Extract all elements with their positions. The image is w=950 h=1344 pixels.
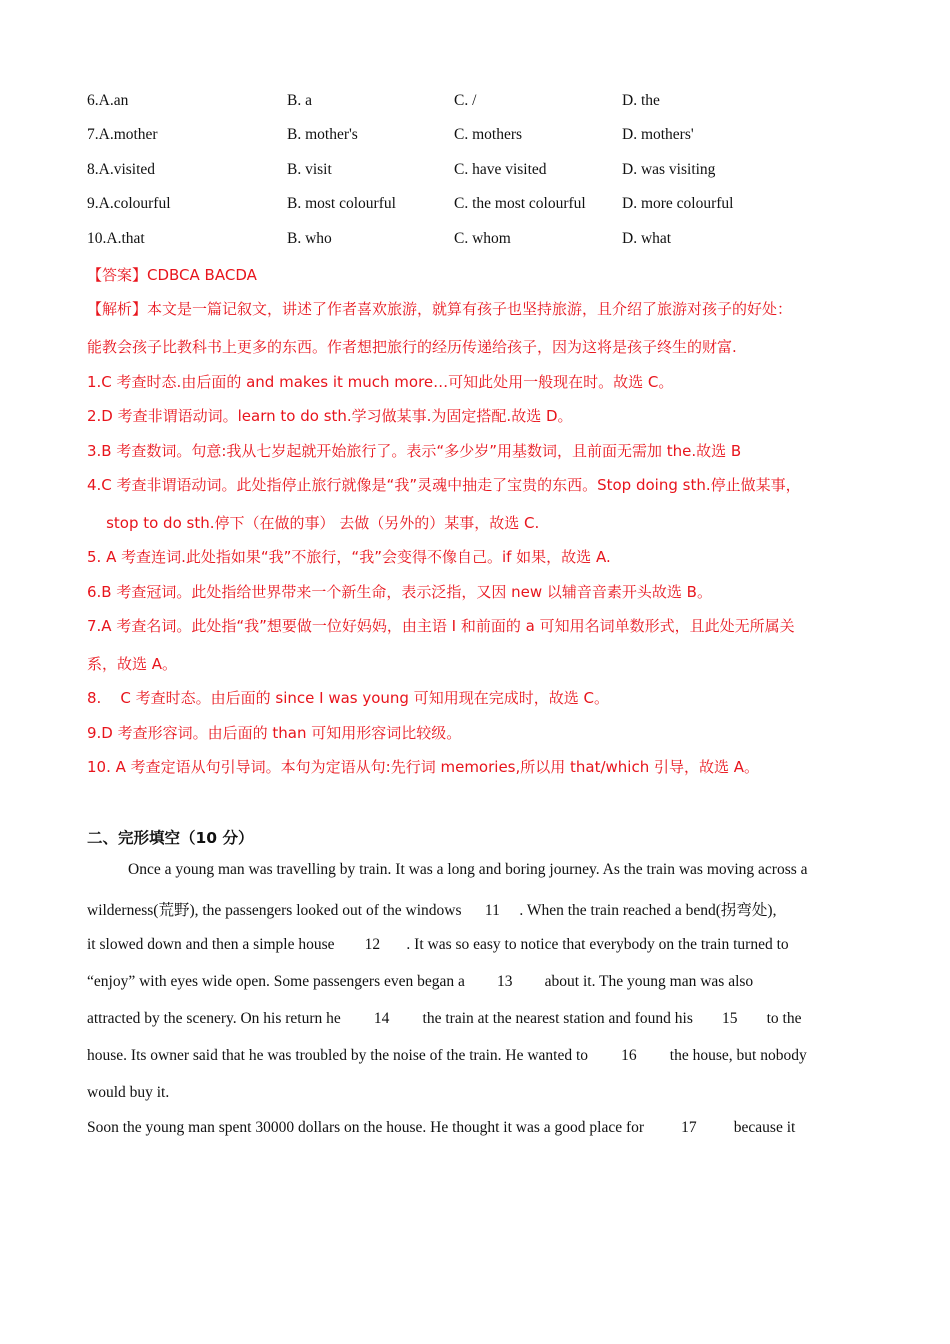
passage-text: . When the train reached a bend(拐弯处), bbox=[519, 902, 777, 919]
option-row-6 bbox=[87, 92, 867, 114]
blank-16[interactable] bbox=[592, 1047, 666, 1065]
option-b: B. visit bbox=[287, 161, 332, 178]
passage-text: house. Its owner said that he was troubled by the noise of the train. He wanted to bbox=[87, 1047, 592, 1064]
option-a: 9.A.colourful bbox=[87, 195, 171, 212]
option-row-8 bbox=[87, 161, 867, 183]
blank-13[interactable] bbox=[469, 973, 541, 991]
blank-number: 11 bbox=[484, 902, 500, 919]
analysis-line: 系，故选 A。 bbox=[87, 655, 178, 673]
option-a: 10.A.that bbox=[87, 230, 145, 247]
analysis-line: 8. C 考查时态。由后面的 since I was young 可知用现在完成时，故选 C。 bbox=[87, 689, 609, 707]
analysis-line: 9.D 考查形容词。由后面的 than 可知用形容词比较级。 bbox=[87, 724, 462, 742]
blank-number: 15 bbox=[721, 1010, 738, 1027]
blank-17[interactable] bbox=[648, 1119, 730, 1137]
passage-text: the train at the nearest station and found his bbox=[418, 1010, 697, 1027]
option-row-7 bbox=[87, 126, 867, 148]
analysis-line: 10. A 考查定语从句引导词。本句为定语从句:先行词 memories,所以用 that/which 引导，故选 A。 bbox=[87, 758, 760, 776]
blank-number: 14 bbox=[373, 1010, 390, 1027]
blank-number: 17 bbox=[681, 1119, 697, 1136]
blank-14[interactable] bbox=[345, 1010, 419, 1028]
passage-line bbox=[87, 936, 789, 954]
section-title: 二、完形填空（10 分） bbox=[87, 829, 254, 847]
option-b: B. most colourful bbox=[287, 195, 396, 212]
passage-text: attracted by the scenery. On his return he bbox=[87, 1010, 345, 1027]
option-b: B. who bbox=[287, 230, 332, 247]
passage-line bbox=[87, 1047, 807, 1065]
option-d: D. was visiting bbox=[622, 161, 716, 178]
option-d: D. more colourful bbox=[622, 195, 734, 212]
passage-line: Once a young man was travelling by train. It was a long and boring journey. As the train was moving across a bbox=[128, 861, 808, 878]
passage-text: “enjoy” with eyes wide open. Some passengers even began a bbox=[87, 973, 469, 990]
option-c: C. mothers bbox=[454, 126, 523, 143]
blank-15[interactable] bbox=[697, 1010, 763, 1028]
answer-line: 【答案】CDBCA BACDA bbox=[87, 266, 257, 284]
option-d: D. the bbox=[622, 92, 660, 109]
option-row-9 bbox=[87, 195, 867, 217]
analysis-line: 6.B 考查冠词。此处指给世界带来一个新生命，表示泛指，又因 new 以辅音音素开头故选 B。 bbox=[87, 583, 712, 601]
option-b: B. a bbox=[287, 92, 312, 109]
analysis-line: stop to do sth.停下（在做的事） 去做（另外的）某事，故选 C. bbox=[87, 514, 540, 532]
passage-text: wilderness(荒野), the passengers looked out of the windows bbox=[87, 902, 466, 919]
passage-text: it slowed down and then a simple house bbox=[87, 936, 339, 953]
passage-line: would buy it. bbox=[87, 1084, 170, 1101]
passage-text: about it. The young man was also bbox=[540, 973, 754, 990]
option-b: B. mother's bbox=[287, 126, 358, 143]
option-a: 8.A.visited bbox=[87, 161, 156, 178]
passage-text: to the bbox=[762, 1010, 802, 1027]
option-d: D. mothers' bbox=[622, 126, 694, 143]
analysis-line: 1.C 考查时态.由后面的 and makes it much more…可知此处用一般现在时。故选 C。 bbox=[87, 373, 674, 391]
passage-line bbox=[87, 1010, 801, 1028]
passage-line bbox=[87, 973, 753, 991]
analysis-line: 能教会孩子比教科书上更多的东西。作者想把旅行的经历传递给孩子，因为这将是孩子终生的财富. bbox=[87, 338, 737, 356]
option-c: C. / bbox=[454, 92, 477, 109]
passage-line bbox=[87, 1119, 795, 1137]
analysis-line: 5. A 考查连词.此处指如果“我”不旅行，“我”会变得不像自己。if 如果，故选 A. bbox=[87, 548, 611, 566]
option-c: C. whom bbox=[454, 230, 511, 247]
analysis-line: 3.B 考查数词。句意:我从七岁起就开始旅行了。表示“多少岁”用基数词，且前面无需加 the.故选 B bbox=[87, 442, 742, 460]
option-d: D. what bbox=[622, 230, 672, 247]
analysis-line: 4.C 考查非谓语动词。此处指停止旅行就像是“我”灵魂中抽走了宝贵的东西。Stop doing sth.停止做某事， bbox=[87, 476, 801, 494]
option-a: 7.A.mother bbox=[87, 126, 158, 143]
passage-text: . It was so easy to notice that everybody on the train turned to bbox=[406, 936, 789, 953]
blank-11[interactable] bbox=[465, 902, 519, 920]
analysis-line: 2.D 考查非谓语动词。learn to do sth.学习做某事.为固定搭配.故选 D。 bbox=[87, 407, 573, 425]
passage-text: Soon the young man spent 30000 dollars on the house. He thought it was a good place for bbox=[87, 1119, 648, 1136]
blank-number: 13 bbox=[497, 973, 513, 990]
passage-text: because it bbox=[729, 1119, 796, 1136]
blank-12[interactable] bbox=[338, 936, 406, 954]
option-c: C. have visited bbox=[454, 161, 547, 178]
analysis-line: 7.A 考查名词。此处指“我”想要做一位好妈妈，由主语 I 和前面的 a 可知用名词单数形式，且此处无所属关 bbox=[87, 617, 795, 635]
option-c: C. the most colourful bbox=[454, 195, 586, 212]
option-row-10 bbox=[87, 230, 867, 252]
passage-text: the house, but nobody bbox=[665, 1047, 807, 1064]
blank-number: 12 bbox=[364, 936, 381, 953]
passage-line bbox=[87, 898, 776, 920]
option-a: 6.A.an bbox=[87, 92, 129, 109]
analysis-line: 【解析】本文是一篇记叙文，讲述了作者喜欢旅游，就算有孩子也坚持旅游，且介绍了旅游对孩子的好处： bbox=[87, 300, 793, 318]
blank-number: 16 bbox=[621, 1047, 637, 1064]
